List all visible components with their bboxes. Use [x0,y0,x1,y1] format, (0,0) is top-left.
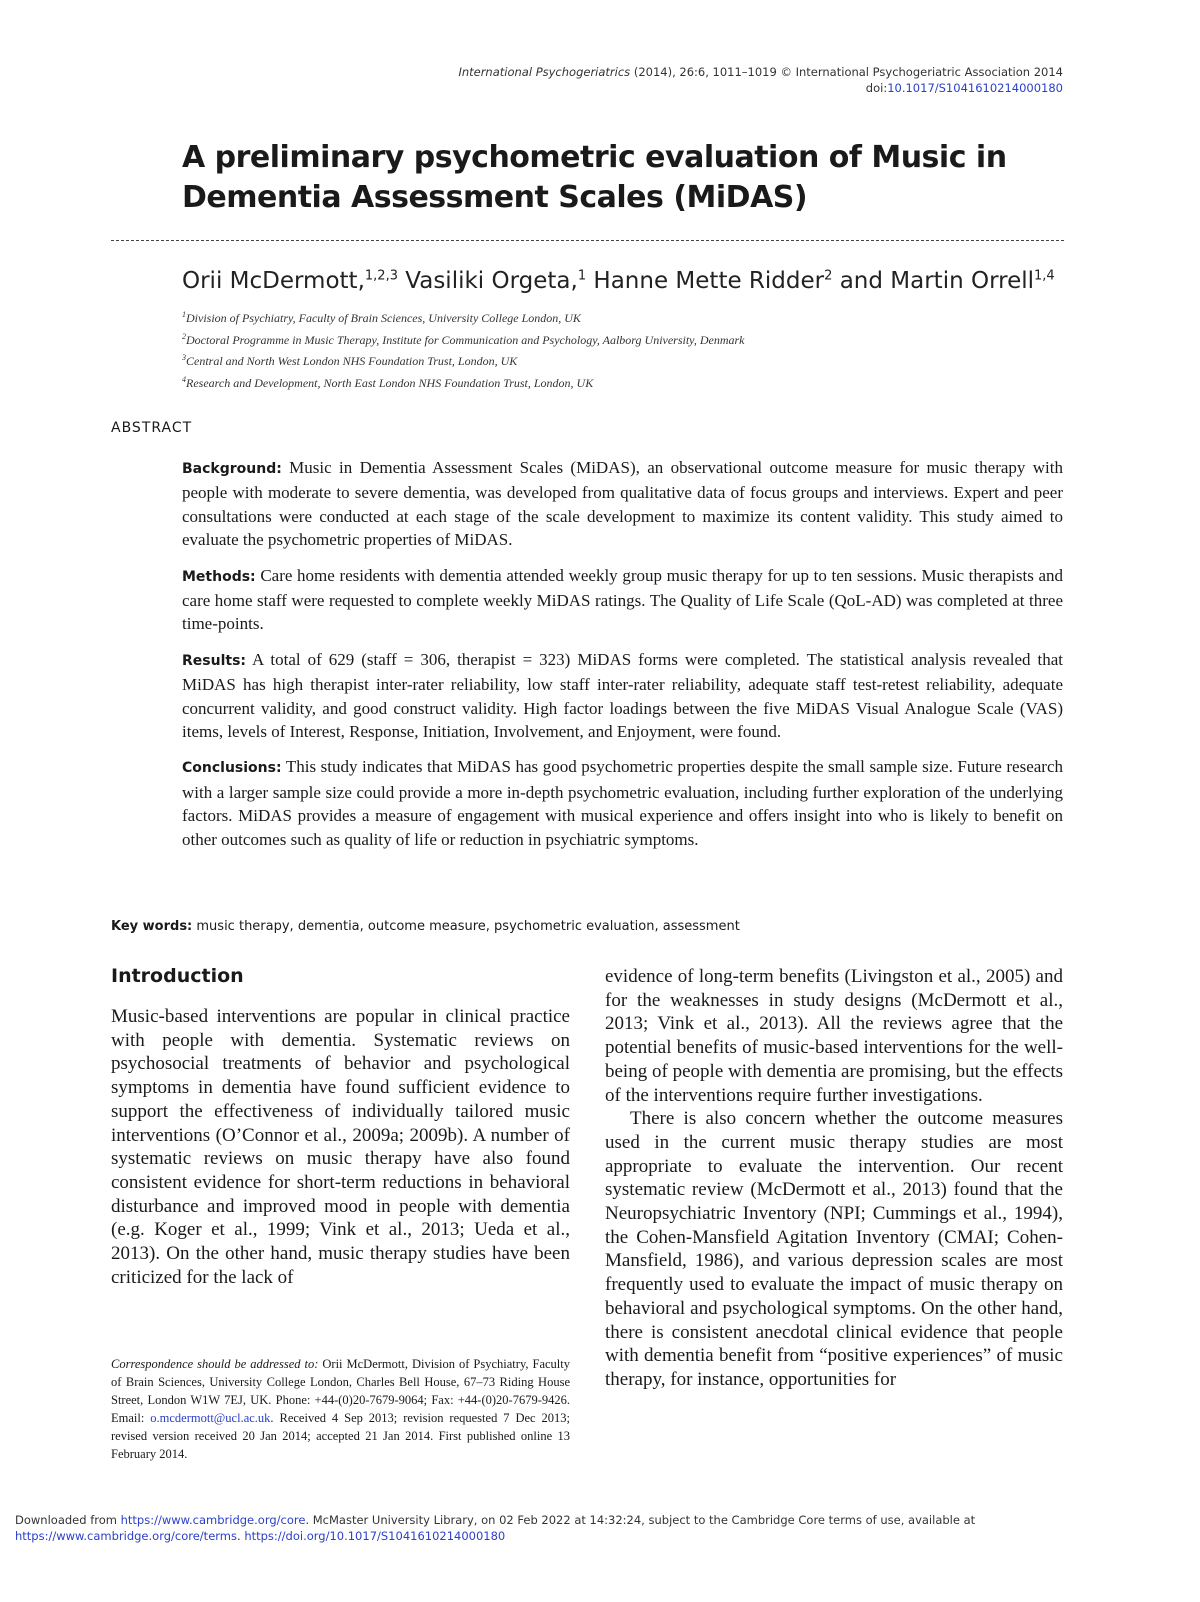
keywords-label: Key words: [111,919,193,934]
affiliations [182,306,745,392]
author: Hanne Mette Ridder [586,268,825,294]
author: Orii McDermott, [182,268,365,294]
affiliation [182,349,745,371]
intro-right-column [605,965,1063,1392]
footer-text: . [237,1529,245,1543]
author-affiliation-mark: 1,2,3 [364,268,398,284]
abstract-section-text: A total of 629 (staff = 306, therapist = 323) MiDAS forms were completed. The statistical analysis revealed that MiDAS has high therapist inter-rater reliability, low staff inter-rater reliability, adequate staff test-retest reliability, adequate concurrent validity, and good construct validity. High factor loadings between the five MiDAS Visual Analogue Scale (VAS) items, levels of Interest, Response, Initiation, Involvement, and Enjoyment, were found. [182,649,1063,742]
journal-name: International Psychogeriatrics [458,65,631,79]
affiliation-number: 1 [182,310,186,319]
paragraph: evidence of long-term benefits (Livingston et al., 2005) and for the weaknesses in study designs (McDermott et al., 2013; Vink et al., 2013). All the reviews agree that the potential benefits of music-based interventions for the well-being of people with dementia are promising, but the effects of the interventions require further investigations. [605,966,1063,1106]
affiliation-text: Central and North West London NHS Foundation Trust, London, UK [186,354,518,368]
correspondence-label: Correspondence should be addressed to: [111,1357,319,1371]
author-affiliation-mark: 1,4 [1034,268,1055,284]
abstract-section-text: This study indicates that MiDAS has good psychometric properties despite the small sample size. Future research with a larger sample size could provide a more in-depth psychometric evaluation, including further exploration of the underlying factors. MiDAS provides a measure of engagement with musical experience and offers insight into who is likely to benefit on other outcomes such as quality of life or reduction in psychiatric symptoms. [182,757,1063,849]
terms-link[interactable]: https://www.cambridge.org/core/terms [15,1529,237,1543]
doi-label: doi: [865,81,888,95]
affiliation [182,328,745,350]
abstract-section-label: Methods: [182,568,256,585]
doi-footer-link[interactable]: https://doi.org/10.1017/S1041610214000180 [244,1529,506,1543]
intro-left-column: Music-based interventions are popular in clinical practice with people with dementia. Systematic reviews on psychosocial treatments of behavior and psychological symptoms in dementia have found sufficient evidence to support the effectiveness of individually tailored music interventions (O’Connor et al., 2009a; 2009b). A number of systematic reviews on music therapy have also found consistent evidence for short-term reductions in behavioral disturbance and improved mood in people with dementia (e.g. Koger et al., 1999; Vink et al., 2013; Ueda et al., 2013). On the other hand, music therapy studies have been criticized for the lack of [111,1006,570,1288]
affiliation-number: 4 [182,374,186,384]
download-footer [15,1512,975,1544]
abstract-section-label: Background: [182,461,282,477]
citation: (2014), 26:6, 1011–1019 © International Psychogeriatric Association 2014 [630,65,1063,79]
abstract-section-text: Care home residents with dementia attended weekly group music therapy for up to ten sessions. Music therapists and care home staff were requested to complete weekly MiDAS ratings. The Quality of Life Scale (QoL-AD) was completed at three time-points. [182,565,1063,634]
abstract-section-label: Results: [182,652,246,669]
section-heading: Introduction [111,965,244,987]
keywords [111,919,740,934]
dates: . Received 4 Sep 2013; revision requested 7 Dec 2013; revised version received 20 Jan 2014; accepted 21 Jan 2014. First published online 13 February 2014. [111,1411,570,1461]
paragraph: There is also concern whether the outcome measures used in the current music therapy studies are most appropriate to evaluate the intervention. Our recent systematic review (McDermott et al., 2013) found that the Neuropsychiatric Inventory (NPI; Cummings et al., 1994), the Cohen-Mansfield Agitation Inventory (CMAI; Cohen-Mansfield, 1986), and various depression scales are most frequently used to evaluate the impact of music therapy on behavioral and psychological symptoms. On the other hand, there is consistent anecdotal clinical evidence that people with dementia benefit from “positive experiences” of music therapy, for instance, opportunities for [605,1108,1063,1390]
author-affiliation-mark: 2 [824,268,833,284]
abstract-section [182,648,1063,744]
keywords-list: music therapy, dementia, outcome measure, psychometric evaluation, assessment [192,919,740,934]
affiliation-number: 3 [182,353,186,362]
affiliation [182,306,745,328]
affiliation [182,371,745,393]
author-affiliation-mark: 1 [577,268,587,284]
author: Vasiliki Orgeta, [397,268,578,294]
author: and Martin Orrell [832,268,1035,294]
abstract-section [182,456,1063,552]
paper-title: A preliminary psychometric evaluation of Music in Dementia Assessment Scales (MiDAS) [182,140,1007,215]
abstract-section-text: Music in Dementia Assessment Scales (MiDAS), an observational outcome measure for music therapy with people with moderate to severe dementia, was developed from qualitative data of focus groups and interviews. Expert and peer consultations were conducted at each stage of the scale development to maximize its content validity. This study aimed to evaluate the psychometric properties of MiDAS. [182,458,1063,550]
abstract-label: ABSTRACT [111,420,193,436]
correspondence-text: Orii McDermott, Division of Psychiatry, Faculty of Brain Sciences, University College London, Charles Bell House, 67–73 Riding House Street, London W1W 7EJ, UK. Phone: +44-(0)20-7679-9064; Fax: +44-(0)20-7679-9426. Email: [111,1357,570,1425]
abstract [182,456,1063,863]
footer-text: . McMaster University Library, on 02 Feb 2022 at 14:32:24, subject to the Cambridge Core terms of use, available at [305,1513,976,1527]
email-link[interactable]: o.mcdermott@ucl.ac.uk [150,1411,271,1425]
affiliation-text: Doctoral Programme in Music Therapy, Institute for Communication and Psychology, Aalborg University, Denmark [186,332,745,347]
affiliation-text: Research and Development, North East London NHS Foundation Trust, London, UK [186,375,594,390]
doi-link[interactable]: 10.1017/S1041610214000180 [887,81,1063,95]
abstract-section-label: Conclusions: [182,760,282,777]
journal-header [458,64,1063,96]
abstract-section [182,564,1063,636]
footer-text: Downloaded from [15,1513,121,1527]
authors [182,268,1055,294]
divider [111,240,1064,241]
abstract-section [182,755,1063,851]
affiliation-number: 2 [182,331,186,341]
correspondence-note [111,1355,570,1463]
affiliation-text: Division of Psychiatry, Faculty of Brain Sciences, University College London, UK [186,311,581,325]
cambridge-core-link[interactable]: https://www.cambridge.org/core [120,1513,306,1527]
